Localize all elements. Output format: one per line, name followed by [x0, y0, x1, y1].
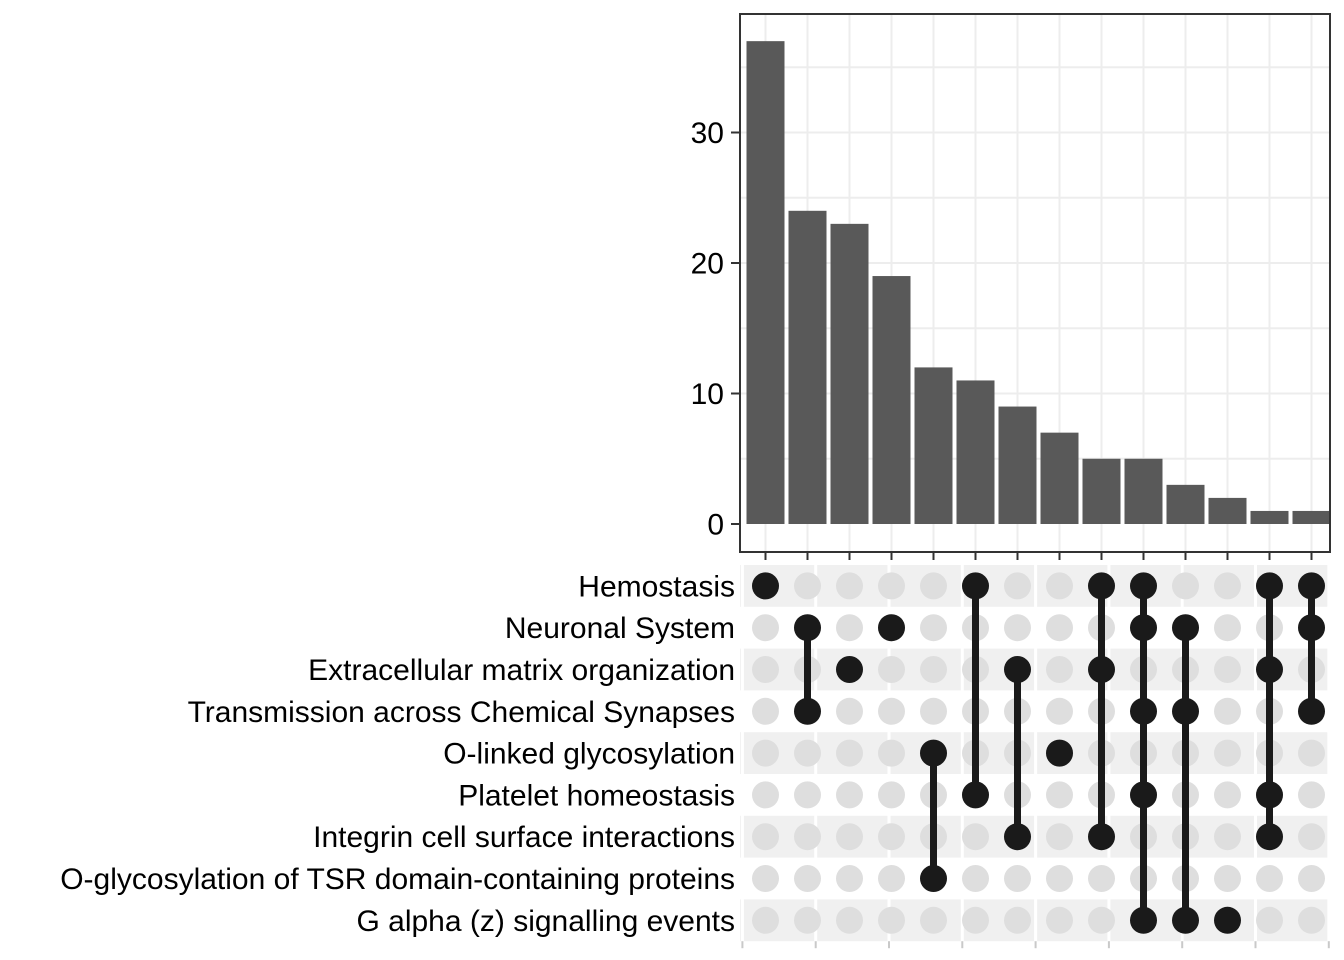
set-label: G alpha (z) signalling events — [356, 904, 735, 938]
matrix-dot-inactive — [752, 656, 779, 683]
matrix-dot-inactive — [1298, 907, 1325, 934]
matrix-dot-inactive — [836, 865, 863, 892]
intersection-size-bar — [1083, 459, 1121, 524]
matrix-dot-inactive — [794, 740, 821, 767]
matrix-dot-inactive — [1214, 614, 1241, 641]
matrix-dot-active — [920, 865, 947, 892]
matrix-dot-inactive — [836, 781, 863, 808]
matrix-dot-inactive — [1004, 572, 1031, 599]
matrix-dot-active — [794, 614, 821, 641]
matrix-dot-active — [1256, 656, 1283, 683]
matrix-dot-inactive — [794, 865, 821, 892]
matrix-dot-active — [1298, 614, 1325, 641]
matrix-dot-active — [1088, 823, 1115, 850]
matrix-dot-inactive — [1004, 865, 1031, 892]
set-label: Integrin cell surface interactions — [313, 821, 735, 855]
matrix-dot-inactive — [836, 572, 863, 599]
matrix-dot-inactive — [1046, 823, 1073, 850]
matrix-dot-inactive — [1298, 823, 1325, 850]
matrix-dot-inactive — [794, 572, 821, 599]
matrix-dot-inactive — [920, 656, 947, 683]
matrix-dot-inactive — [1046, 698, 1073, 725]
matrix-dot-inactive — [878, 656, 905, 683]
matrix-dot-active — [1214, 907, 1241, 934]
y-axis-tick-label: 30 — [690, 117, 724, 150]
matrix-dot-inactive — [752, 823, 779, 850]
matrix-dot-active — [1130, 698, 1157, 725]
matrix-dot-inactive — [878, 740, 905, 767]
matrix-dot-active — [1130, 572, 1157, 599]
intersection-size-bar — [831, 224, 869, 524]
matrix-dot-inactive — [836, 823, 863, 850]
matrix-dot-inactive — [1214, 865, 1241, 892]
matrix-dot-inactive — [794, 907, 821, 934]
matrix-dot-inactive — [794, 823, 821, 850]
set-label: Transmission across Chemical Synapses — [187, 695, 735, 729]
matrix-dot-active — [1130, 781, 1157, 808]
matrix-dot-inactive — [878, 907, 905, 934]
matrix-dot-active — [878, 614, 905, 641]
intersection-size-bar — [1167, 485, 1205, 524]
matrix-dot-inactive — [836, 740, 863, 767]
matrix-dot-inactive — [1088, 907, 1115, 934]
matrix-dot-inactive — [962, 865, 989, 892]
matrix-dot-inactive — [920, 698, 947, 725]
intersection-size-bar — [1251, 511, 1289, 524]
matrix-dot-inactive — [1214, 698, 1241, 725]
matrix-dot-inactive — [962, 907, 989, 934]
matrix-dot-inactive — [1046, 656, 1073, 683]
set-label: Hemostasis — [578, 570, 735, 604]
matrix-dot-inactive — [878, 781, 905, 808]
matrix-dot-inactive — [1298, 865, 1325, 892]
set-label: O-linked glycosylation — [443, 737, 735, 771]
matrix-dot-active — [1256, 781, 1283, 808]
y-axis-tick-label: 10 — [690, 378, 724, 411]
matrix-dot-active — [1130, 614, 1157, 641]
set-label: O-glycosylation of TSR domain-containing proteins — [60, 863, 735, 896]
matrix-dot-inactive — [1214, 572, 1241, 599]
matrix-dot-inactive — [878, 865, 905, 892]
matrix-dot-active — [1088, 656, 1115, 683]
matrix-dot-inactive — [794, 781, 821, 808]
matrix-dot-active — [1046, 740, 1073, 767]
matrix-dot-inactive — [1046, 614, 1073, 641]
matrix-dot-active — [1088, 572, 1115, 599]
matrix-dot-inactive — [962, 823, 989, 850]
matrix-dot-inactive — [1046, 865, 1073, 892]
matrix-dot-active — [1172, 614, 1199, 641]
intersection-size-bar — [1293, 511, 1331, 524]
matrix-dot-active — [920, 740, 947, 767]
matrix-dot-inactive — [1214, 823, 1241, 850]
matrix-dot-inactive — [836, 907, 863, 934]
matrix-dot-inactive — [920, 572, 947, 599]
matrix-dot-inactive — [1004, 907, 1031, 934]
matrix-dot-inactive — [1256, 907, 1283, 934]
matrix-dot-active — [794, 698, 821, 725]
matrix-dot-active — [1172, 698, 1199, 725]
matrix-dot-inactive — [836, 614, 863, 641]
matrix-dot-inactive — [1046, 907, 1073, 934]
matrix-dot-active — [1256, 572, 1283, 599]
matrix-dot-inactive — [752, 907, 779, 934]
matrix-dot-active — [1130, 907, 1157, 934]
matrix-dot-inactive — [752, 698, 779, 725]
set-label: Platelet homeostasis — [458, 779, 735, 813]
intersection-size-bar — [1209, 498, 1247, 524]
matrix-dot-inactive — [1214, 656, 1241, 683]
set-label: Neuronal System — [504, 612, 735, 646]
matrix-dot-inactive — [836, 698, 863, 725]
intersection-size-bar — [957, 380, 995, 524]
matrix-dot-inactive — [1214, 740, 1241, 767]
intersection-bar-chart — [740, 14, 1331, 552]
matrix-dot-inactive — [1172, 572, 1199, 599]
matrix-dot-active — [962, 572, 989, 599]
matrix-dot-inactive — [752, 781, 779, 808]
set-label: Extracellular matrix organization — [308, 654, 735, 687]
intersection-size-bar — [747, 41, 785, 524]
membership-matrix — [60, 565, 1330, 948]
matrix-dot-inactive — [920, 907, 947, 934]
intersection-size-bar — [873, 276, 911, 524]
matrix-dot-active — [1004, 823, 1031, 850]
matrix-dot-active — [1298, 698, 1325, 725]
intersection-size-bar — [1125, 459, 1163, 524]
matrix-dot-active — [1256, 823, 1283, 850]
y-axis-tick-label: 0 — [707, 508, 724, 542]
matrix-dot-active — [1298, 572, 1325, 599]
matrix-dot-inactive — [1088, 865, 1115, 892]
y-axis-tick-label: 20 — [690, 247, 724, 281]
matrix-dot-inactive — [1298, 781, 1325, 808]
matrix-dot-inactive — [752, 614, 779, 641]
matrix-dot-inactive — [1046, 572, 1073, 599]
intersection-size-bar — [789, 211, 827, 524]
intersection-size-bar — [1041, 433, 1079, 524]
matrix-dot-inactive — [1214, 781, 1241, 808]
matrix-dot-active — [1172, 907, 1199, 934]
matrix-dot-inactive — [752, 865, 779, 892]
intersection-size-bar — [915, 367, 953, 524]
matrix-dot-active — [1004, 656, 1031, 683]
matrix-dot-active — [836, 656, 863, 683]
matrix-dot-inactive — [878, 572, 905, 599]
matrix-dot-inactive — [920, 614, 947, 641]
matrix-dot-inactive — [752, 740, 779, 767]
matrix-dot-inactive — [1256, 865, 1283, 892]
matrix-dot-inactive — [1298, 740, 1325, 767]
matrix-dot-inactive — [1046, 781, 1073, 808]
intersection-size-bar — [999, 407, 1037, 524]
matrix-dot-active — [752, 572, 779, 599]
matrix-dot-inactive — [1004, 614, 1031, 641]
matrix-dot-active — [962, 781, 989, 808]
matrix-dot-inactive — [878, 698, 905, 725]
matrix-dot-inactive — [878, 823, 905, 850]
